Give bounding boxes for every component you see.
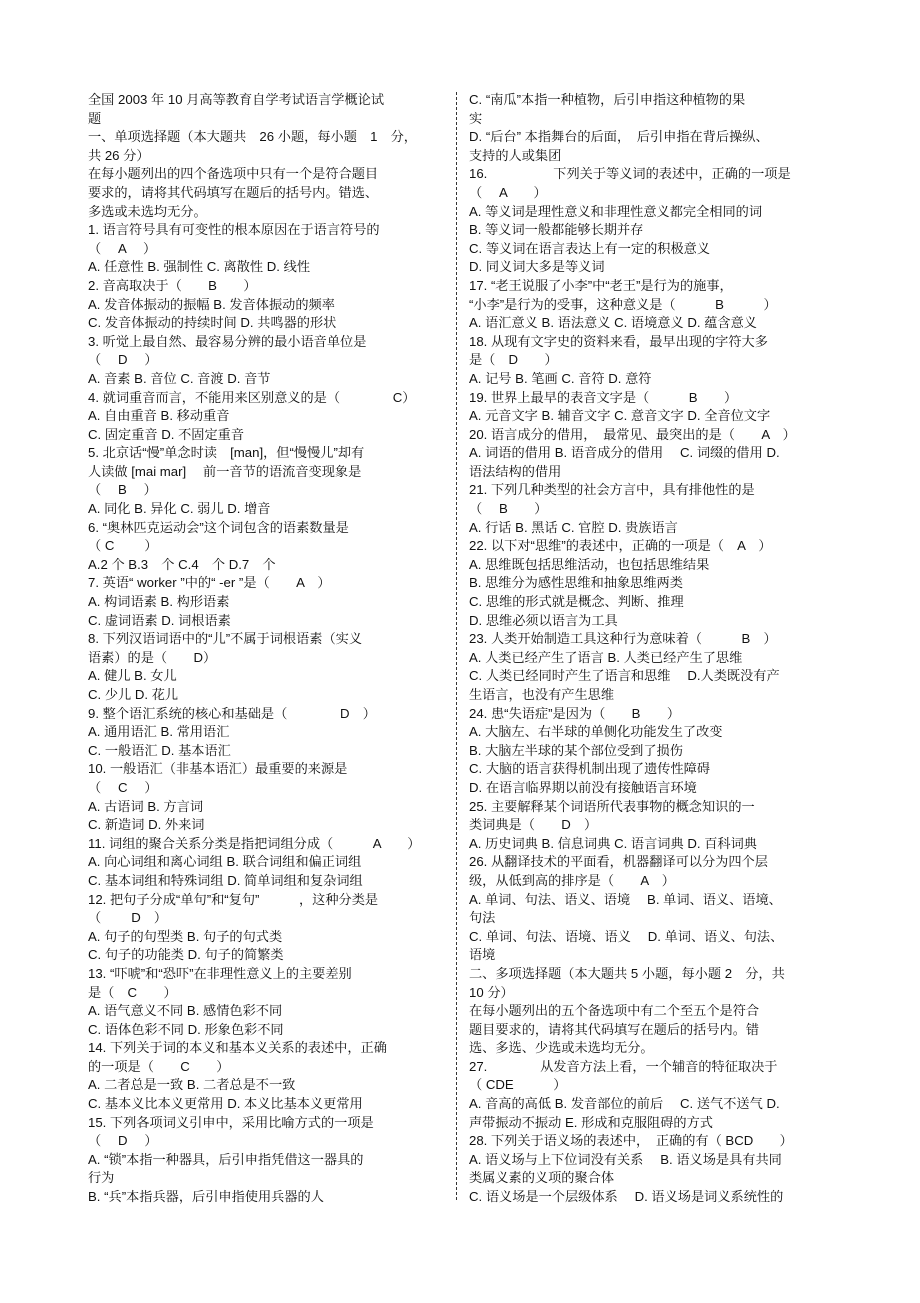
text-line: 是（ C ） — [88, 984, 177, 1000]
text-line: A. 二者总是一致 B. 二者总是不一致 — [88, 1077, 296, 1093]
text-line: 18. 从现有文字史的资料来看，最早出现的字符大多 — [469, 333, 768, 349]
text-line: B. 思维分为感性思维和抽象思维两类 — [469, 575, 683, 591]
text-line: C. 少儿 D. 花儿 — [88, 687, 179, 702]
text-line: C. 固定重音 D. 不固定重音 — [88, 426, 245, 442]
text-line: C. 人类已经同时产生了语言和思维 D.人类既没有产 — [469, 668, 780, 684]
text-line: 10 分） — [469, 984, 514, 1000]
text-line: B. “兵”本指兵器，后引申指使用兵器的人 — [88, 1189, 324, 1205]
text-line: 级，从低到高的排序是（ A ） — [469, 872, 675, 888]
text-line: 语境 — [469, 947, 496, 963]
left-column — [88, 91, 444, 1207]
text-line: B. 大脑左半球的某个部位受到了损伤 — [469, 742, 683, 758]
text-line: A. 历史词典 B. 信息词典 C. 语言词典 D. 百科词典 — [469, 835, 757, 851]
text-line: C. “南瓜”本指一种植物，后引申指这种植物的果 — [469, 92, 746, 107]
text-line: A. 语义场与上下位词没有关系 B. 语义场是具有共同 — [469, 1151, 782, 1167]
text-line: A. 等义词是理性意义和非理性意义都完全相同的词 — [469, 203, 763, 219]
text-line: 17. “老王说服了小李”中“老王”是行为的施事， — [469, 277, 733, 293]
text-line: 25. 主要解释某个词语所代表事物的概念知识的一 — [469, 798, 755, 814]
text-line: A. 通用语汇 B. 常用语汇 — [88, 724, 230, 740]
text-line: A. 大脑左、右半球的单侧化功能发生了改变 — [469, 724, 723, 740]
text-line: A. 任意性 B. 强制性 C. 离散性 D. 线性 — [88, 259, 311, 275]
text-line: 14. 下列关于词的本义和基本义关系的表述中，正确 — [88, 1040, 387, 1056]
text-line: A. 向心词组和离心词组 B. 联合词组和偏正词组 — [88, 854, 362, 870]
text-line: 3. 听觉上最自然、最容易分辨的最小语音单位是 — [88, 333, 367, 349]
text-line: C. 一般语汇 D. 基本语汇 — [88, 742, 231, 758]
text-line: C. 思维的形式就是概念、判断、推理 — [469, 594, 684, 610]
text-line: B. 等义词一般都能够长期并存 — [469, 222, 644, 238]
text-line: 类属义素的义项的聚合体 — [469, 1170, 615, 1186]
text-line: A. 语气意义不同 B. 感情色彩不同 — [88, 1003, 283, 1019]
text-line: 类词典是（ D ） — [469, 817, 598, 833]
text-line: （ A ） — [88, 240, 157, 256]
text-line: （ C ） — [88, 779, 158, 795]
text-line: 语法结构的借用 — [469, 463, 562, 479]
text-line: D. 同义词大多是等义词 — [469, 259, 605, 275]
text-line: 多选或未选均无分。 — [88, 203, 207, 219]
text-line: 在每小题列出的四个备选项中只有一个是符合题目 — [88, 166, 379, 182]
text-line: A.2 个 B.3 个 C.4 个 D.7 个 — [88, 556, 276, 572]
text-line: 19. 世界上最早的表音文字是（ B ） — [469, 389, 738, 405]
text-line: A. “锁”本指一种器具，后引申指凭借这一器具的 — [88, 1151, 364, 1167]
text-line: 一、单项选择题（本大题共 26 小题，每小题 1 分， — [88, 129, 417, 145]
text-line: C. 新造词 D. 外来词 — [88, 817, 205, 833]
text-line: C. 语义场是一个层级体系 D. 语义场是词义系统性的 — [469, 1189, 784, 1205]
text-line: 9. 整个语汇系统的核心和基础是（ D ） — [88, 705, 376, 721]
text-line: （ A ） — [469, 184, 547, 200]
text-line: 5. 北京话“慢”单念时读 [man]，但“慢慢儿”却有 — [88, 445, 365, 461]
text-line: 27. 从发音方法上看，一个辅音的特征取决于 — [469, 1058, 778, 1074]
text-line: 20. 语言成分的借用， 最常见、最突出的是（ A ） — [469, 426, 796, 442]
text-line: A. 同化 B. 异化 C. 弱儿 D. 增音 — [88, 501, 271, 517]
text-line: A. 构词语素 B. 构形语素 — [88, 594, 230, 610]
text-line: 2. 音高取决于（ B ） — [88, 277, 257, 293]
text-line: A. 词语的借用 B. 语音成分的借用 C. 词缀的借用 D. — [469, 445, 780, 461]
text-line: 10. 一般语汇（非基本语汇）最重要的来源是 — [88, 761, 348, 777]
text-line: A. 行话 B. 黑话 C. 官腔 D. 贵族语言 — [469, 519, 678, 535]
text-line: 二、多项选择题（本大题共 5 小题，每小题 2 分，共 — [469, 965, 785, 981]
text-line: 12. 把句子分成“单句”和“复句” ，这种分类是 — [88, 891, 379, 907]
text-line: 的一项是（ C ） — [88, 1058, 230, 1074]
text-line: （ B ） — [469, 501, 548, 517]
text-line: 6. “奥林匹克运动会”这个词包含的语素数量是 — [88, 519, 349, 535]
text-line: 24. 患“失语症”是因为（ B ） — [469, 705, 681, 721]
text-line: 8. 下列汉语词语中的“儿”不属于词根语素（实义 — [88, 631, 363, 647]
text-line: （ D ） — [88, 1133, 158, 1149]
text-line: D. 思维必须以语言为工具 — [469, 612, 618, 628]
text-line: A. 人类已经产生了语言 B. 人类已经产生了思维 — [469, 649, 743, 665]
text-line: 实 — [469, 110, 483, 126]
text-line: 语素）的是（ D） — [88, 649, 217, 665]
text-line: C. 等义词在语言表达上有一定的积极意义 — [469, 240, 711, 256]
text-line: C. 发音体振动的持续时间 D. 共鸣器的形状 — [88, 315, 337, 331]
text-line: A. 思维既包括思维活动，也包括思维结果 — [469, 556, 710, 572]
text-line: A. 古语词 B. 方言词 — [88, 798, 204, 814]
text-line: C. 虚词语素 D. 词根语素 — [88, 612, 231, 628]
text-line: 人读做 [mai mar] 前一音节的语流音变现象是 — [88, 463, 362, 479]
text-line: A. 发音体振动的振幅 B. 发音体振动的频率 — [88, 296, 335, 312]
text-line: （ D ） — [88, 352, 158, 368]
text-line: A. 记号 B. 笔画 C. 音符 D. 意符 — [469, 370, 652, 386]
text-line: C. 基本义比本义更常用 D. 本义比基本义更常用 — [88, 1096, 363, 1112]
text-line: 21. 下列几种类型的社会方言中，具有排他性的是 — [469, 482, 755, 498]
text-line: 15. 下列各项词义引申中，采用比喻方式的一项是 — [88, 1114, 374, 1130]
text-line: C. 大脑的语言获得机制出现了遗传性障碍 — [469, 761, 711, 777]
text-line: 生语言，也没有产生思维 — [469, 687, 615, 702]
text-line: “小李”是行为的受事，这种意义是（ B ） — [469, 296, 777, 312]
text-line: D. 在语言临界期以前没有接触语言环境 — [469, 779, 697, 795]
text-line: 13. “吓唬”和“恐吓”在非理性意义上的主要差别 — [88, 965, 352, 981]
text-line: 全国 2003 年 10 月高等教育自学考试语言学概论试 — [88, 92, 385, 107]
text-line: C. 基本词组和特殊词组 D. 简单词组和复杂词组 — [88, 872, 363, 888]
text-line: （ D ） — [88, 910, 168, 926]
text-line: 共 26 分） — [88, 147, 150, 163]
right-column — [469, 91, 839, 1207]
text-line: 支持的人或集团 — [469, 147, 562, 163]
text-line: （ CDE ） — [469, 1077, 567, 1093]
text-line: 22. 以下对“思维”的表述中，正确的一项是（ A ） — [469, 538, 772, 554]
text-line: A. 单词、句法、语义、语境 B. 单词、语义、语境、 — [469, 891, 782, 907]
column-divider — [456, 92, 457, 1200]
text-line: C. 句子的功能类 D. 句子的简繁类 — [88, 947, 284, 963]
text-line: C. 语体色彩不同 D. 形象色彩不同 — [88, 1021, 284, 1037]
text-line: （ B ） — [88, 482, 157, 498]
text-line: （ C ） — [88, 538, 158, 554]
text-line: 23. 人类开始制造工具这种行为意味着（ B ） — [469, 631, 777, 647]
text-line: A. 自由重音 B. 移动重音 — [88, 408, 230, 424]
text-line: 4. 就词重音而言，不能用来区别意义的是（ C） — [88, 389, 416, 405]
text-line: 在每小题列出的五个备选项中有二个至五个是符合 — [469, 1003, 760, 1019]
text-line: A. 音素 B. 音位 C. 音渡 D. 音节 — [88, 370, 271, 386]
text-line: 16. 下列关于等义词的表述中，正确的一项是 — [469, 166, 791, 182]
text-line: 是（ D ） — [469, 352, 558, 368]
text-line: A. 语汇意义 B. 语法意义 C. 语境意义 D. 蕴含意义 — [469, 315, 757, 331]
text-line: 26. 从翻译技术的平面看，机器翻译可以分为四个层 — [469, 854, 768, 870]
text-line: 1. 语言符号具有可变性的根本原因在于语言符号的 — [88, 222, 380, 238]
text-line: 11. 词组的聚合关系分类是指把词组分成（ A ） — [88, 835, 421, 851]
text-line: 行为 — [88, 1170, 115, 1186]
text-line: 声带振动不振动 E. 形成和克服阻碍的方式 — [469, 1114, 713, 1130]
text-line: 题 — [88, 110, 102, 126]
text-line: 句法 — [469, 910, 496, 926]
text-line: 7. 英语“ worker ”中的“ -er ”是（ A ） — [88, 575, 331, 591]
text-line: A. 音高的高低 B. 发音部位的前后 C. 送气不送气 D. — [469, 1096, 780, 1112]
text-line: A. 健儿 B. 女儿 — [88, 668, 177, 684]
text-line: 题目要求的，请将其代码填写在题后的括号内。错 — [469, 1021, 760, 1037]
text-line: A. 元音文字 B. 辅音文字 C. 意音文字 D. 全音位文字 — [469, 408, 771, 424]
text-line: A. 句子的句型类 B. 句子的句式类 — [88, 928, 283, 944]
text-line: D. “后台” 本指舞台的后面， 后引申指在背后操纵、 — [469, 129, 769, 145]
text-line: 要求的，请将其代码填写在题后的括号内。错选、 — [88, 184, 379, 200]
text-line: C. 单词、句法、语境、语义 D. 单词、语义、句法、 — [469, 928, 784, 944]
text-line: 选、多选、少选或未选均无分。 — [469, 1040, 654, 1056]
text-line: 28. 下列关于语义场的表述中， 正确的有（ BCD ） — [469, 1133, 793, 1149]
